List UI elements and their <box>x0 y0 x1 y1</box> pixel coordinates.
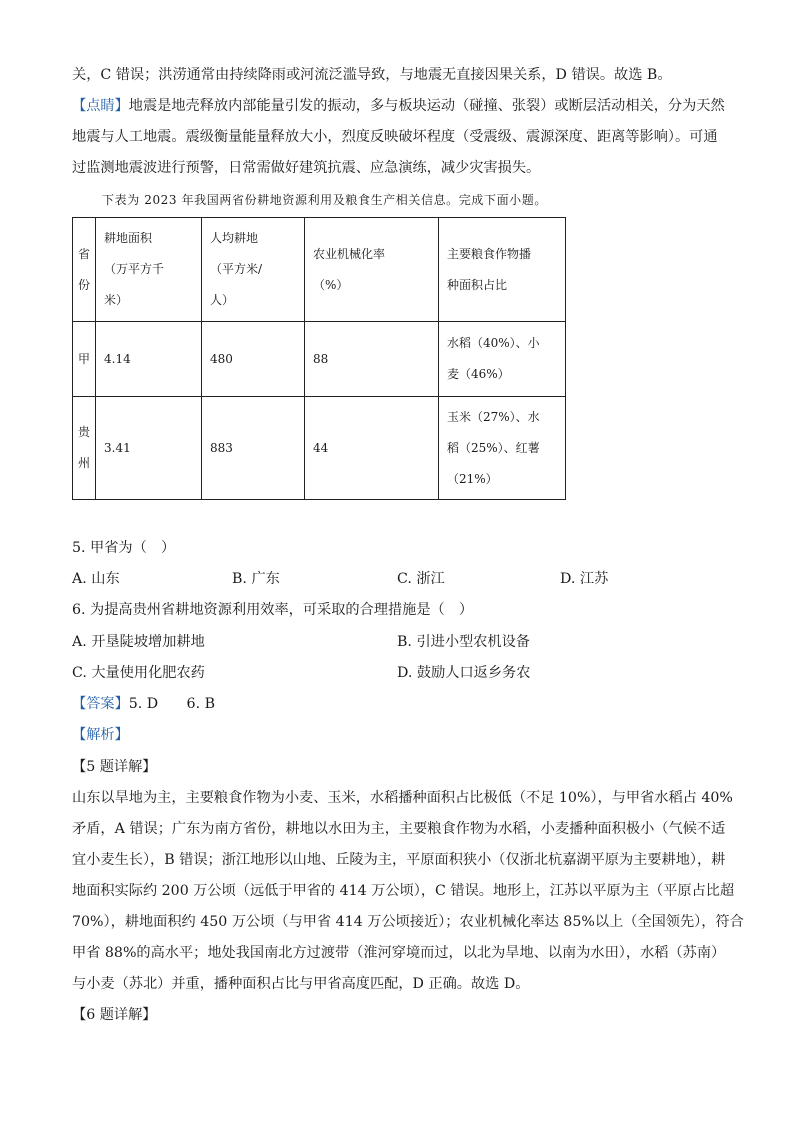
answer-label: 【答案】 <box>72 696 129 712</box>
cell-mech: 44 <box>305 397 439 500</box>
dianjing-label: 【点睛】 <box>72 98 129 114</box>
cell-area: 3.41 <box>96 397 202 500</box>
q6-stem: 6. 为提高贵州省耕地资源利用效率，可采取的合理措施是（ ） <box>72 602 474 618</box>
dianjing-line-1 <box>72 96 725 116</box>
q5-detail-line: 山东以旱地为主，主要粮食作物为小麦、玉米，水稻播种面积占比极低（不足 10%），与甲省水稻占 40% <box>72 790 733 806</box>
intro-line-1: 关，C 错误；洪涝通常由持续降雨或河流泛滥导致，与地震无直接因果关系，D 错误。故选 B。 <box>72 67 672 83</box>
dianjing-line-2: 地震与人工地震。震级衡量能量释放大小，烈度反映破坏程度（受震级、震源深度、距离等影响）。可通 <box>72 129 718 145</box>
header-area: 耕地面积 （万平方千 米） <box>96 218 202 322</box>
q5-detail-label: 【5 题详解】 <box>72 759 157 775</box>
cell-percap: 480 <box>202 322 305 397</box>
table-caption: 下表为 2023 年我国两省份耕地资源利用及粮食生产相关信息。完成下面小题。 <box>102 193 547 207</box>
q6-detail-label: 【6 题详解】 <box>72 1007 157 1023</box>
cell-mech: 88 <box>305 322 439 397</box>
q6-option-b: B. 引进小型农机设备 <box>397 634 530 650</box>
answer-line <box>72 694 722 714</box>
q6-option-a: A. 开垦陡坡增加耕地 <box>72 634 205 650</box>
q5-option-d: D. 江苏 <box>560 571 609 587</box>
q5-detail-line: 70%），耕地面积约 450 万公顷（与甲省 414 万公顷接近）；农业机械化率达 85%以上（全国领先），符合 <box>72 914 744 930</box>
cell-province: 贵 州 <box>73 397 96 500</box>
dianjing-text-1: 地震是地壳释放内部能量引发的振动，多与板块运动（碰撞、张裂）或断层活动相关，分为天然 <box>128 98 725 114</box>
q5-stem: 5. 甲省为（ ） <box>72 540 176 556</box>
cell-province: 甲 <box>73 322 96 397</box>
table-row <box>73 397 566 500</box>
header-percap: 人均耕地 （平方米/ 人） <box>202 218 305 322</box>
table-row <box>73 322 566 397</box>
cell-crop: 玉米（27%）、水 稻（25%）、红薯 （21%） <box>439 397 566 500</box>
data-table <box>72 217 566 500</box>
dianjing-line-3: 过监测地震波进行预警，日常需做好建筑抗震、应急演练，减少灾害损失。 <box>72 160 541 176</box>
q6-option-c: C. 大量使用化肥农药 <box>72 665 205 681</box>
q5-detail-line: 与小麦（苏北）并重，播种面积占比与甲省高度匹配，D 正确。故选 D。 <box>72 976 530 992</box>
answer-text: 5. D 6. B <box>128 696 216 712</box>
q5-detail-line: 地面积实际约 200 万公顷（远低于甲省的 414 万公顷），C 错误。地形上，江苏以平原为主（平原占比超 <box>72 883 735 899</box>
header-province: 省 份 <box>73 218 96 322</box>
q5-detail-line: 矛盾，A 错误；广东为南方省份，耕地以水田为主，主要粮食作物为水稻，小麦播种面积极小（气候不适 <box>72 821 726 837</box>
q6-option-d: D. 鼓励人口返乡务农 <box>397 665 531 681</box>
q5-detail-line: 宜小麦生长），B 错误；浙江地形以山地、丘陵为主，平原面积狭小（仅浙北杭嘉湖平原为主要耕地），耕 <box>72 852 726 868</box>
cell-area: 4.14 <box>96 322 202 397</box>
q5-option-b: B. 广东 <box>232 571 280 587</box>
analysis-label: 【解析】 <box>72 727 129 743</box>
q5-option-a: A. 山东 <box>72 571 120 587</box>
table-header-row <box>73 218 566 322</box>
cell-crop: 水稻（40%）、小 麦（46%） <box>439 322 566 397</box>
header-crop: 主要粮食作物播 种面积占比 <box>439 218 566 322</box>
q5-option-c: C. 浙江 <box>397 571 445 587</box>
q5-detail-line: 甲省 88%的高水平；地处我国南北方过渡带（淮河穿境而过，以北为旱地、以南为水田），水稻（苏南） <box>72 945 726 961</box>
cell-percap: 883 <box>202 397 305 500</box>
header-mech: 农业机械化率 （%） <box>305 218 439 322</box>
